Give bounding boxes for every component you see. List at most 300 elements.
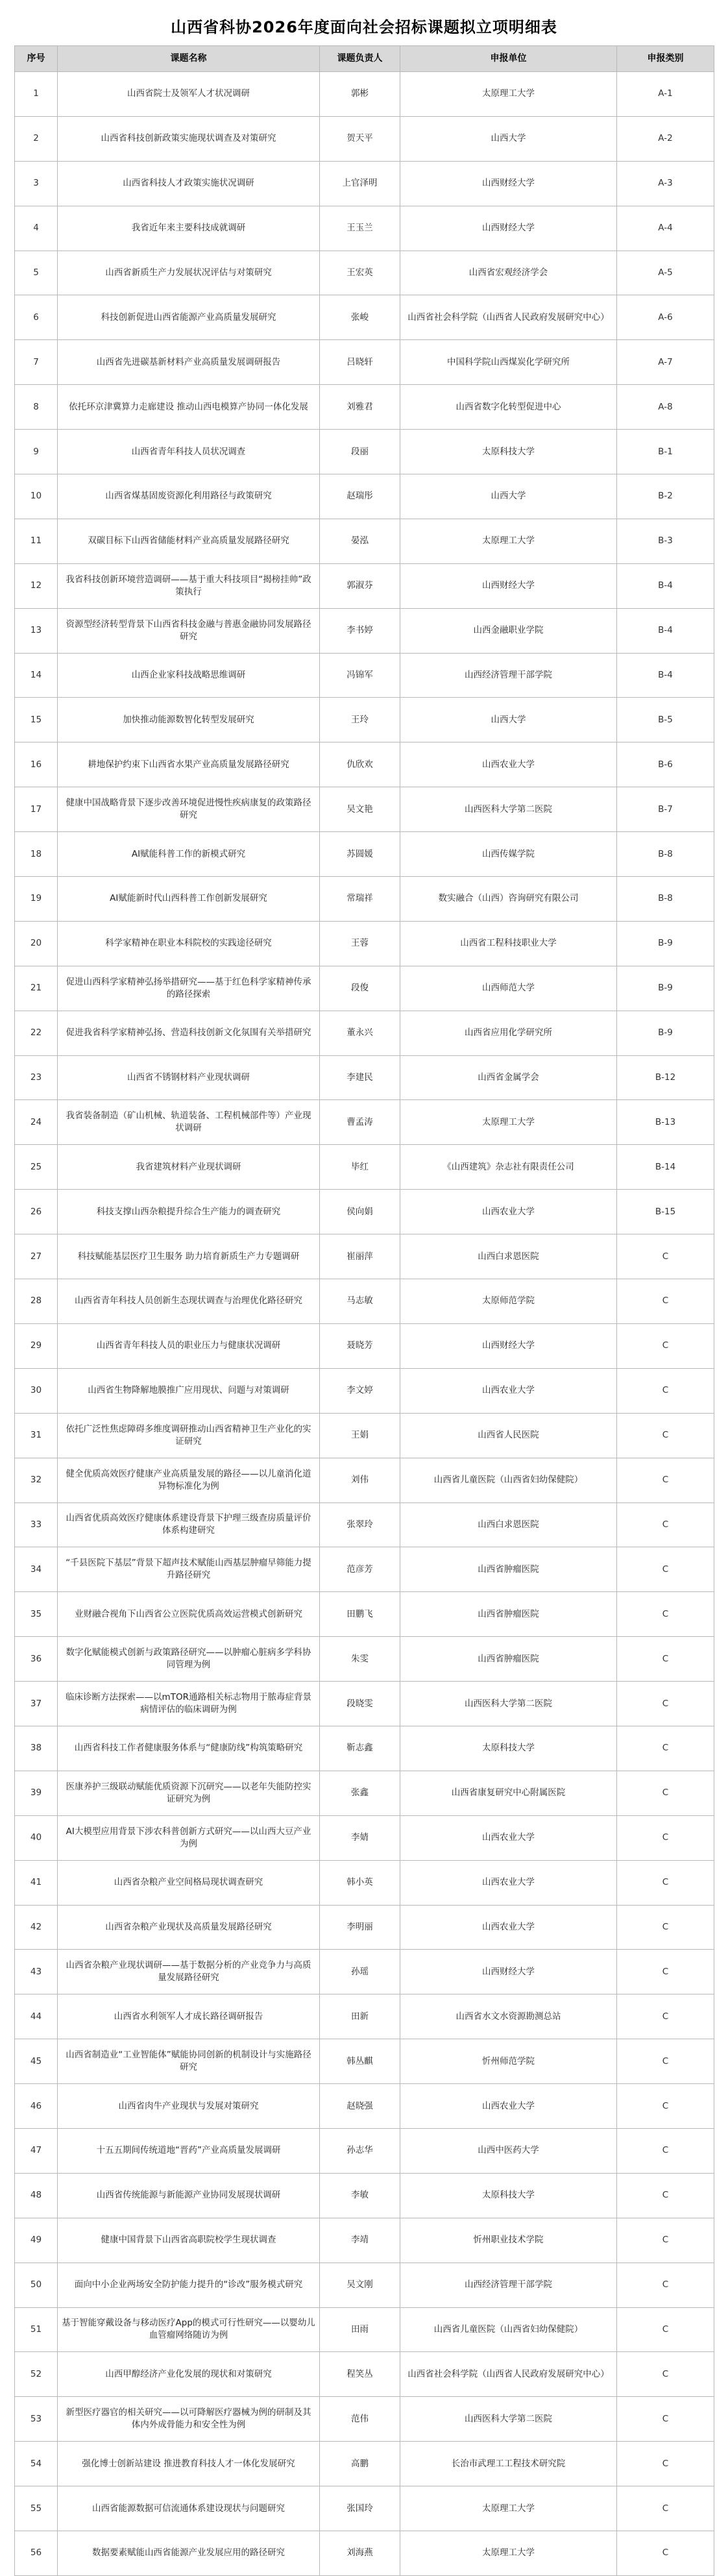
row-unit: 山西省水文水资源勘测总站 [400,1994,617,2039]
table-row [15,251,714,295]
row-unit: 山西省肿瘤医院 [400,1547,617,1592]
row-category: B-6 [617,742,714,787]
row-index: 45 [15,2039,58,2084]
row-unit: 山西省康复研究中心附属医院 [400,1771,617,1815]
row-category: B-12 [617,1055,714,1100]
row-unit: 山西省应用化学研究所 [400,1011,617,1055]
row-unit: 长治市武理工工程技术研究院 [400,2442,617,2486]
row-leader: 范伟 [320,2397,400,2442]
row-leader: 贺天平 [320,116,400,161]
row-unit: 山西省宏观经济学会 [400,251,617,295]
row-leader: 李敏 [320,2173,400,2218]
row-leader: 靳志鑫 [320,1726,400,1771]
table-row [15,1234,714,1279]
row-leader: 常瑞祥 [320,877,400,922]
row-unit: 山西财经大学 [400,161,617,206]
row-leader: 韩小英 [320,1860,400,1905]
row-index: 28 [15,1279,58,1324]
row-topic: 健康中国背景下山西省高职院校学生现状调查 [58,2218,320,2263]
row-topic: 促进我省科学家精神弘扬、营造科技创新文化氛围有关举措研究 [58,1011,320,1055]
row-topic: 加快推动能源数智化转型发展研究 [58,698,320,742]
row-topic: 山西省院士及领军人才状况调研 [58,72,320,117]
row-leader: 侯向娟 [320,1190,400,1234]
row-index: 11 [15,519,58,563]
row-leader: 范彦芳 [320,1547,400,1592]
row-topic: 山西省青年科技人员创新生态现状调查与治理优化路径研究 [58,1279,320,1324]
row-topic: 山西企业家科技战略思维调研 [58,653,320,698]
row-unit: 太原科技大学 [400,1726,617,1771]
row-topic: 基于智能穿戴设备与移动医疗App的模式可行性研究——以婴幼儿血管瘤网络随访为例 [58,2307,320,2352]
table-row [15,1726,714,1771]
row-unit: 山西大学 [400,698,617,742]
row-category: A-5 [617,251,714,295]
row-index: 54 [15,2442,58,2486]
row-index: 3 [15,161,58,206]
row-leader: 王宏英 [320,251,400,295]
row-leader: 李书婷 [320,608,400,653]
table-row [15,698,714,742]
row-topic: 我省近年来主要科技成就调研 [58,206,320,251]
row-index: 47 [15,2128,58,2173]
row-leader: 张国玲 [320,2486,400,2531]
row-topic: 山西省能源数据可信流通体系建设现状与问题研究 [58,2486,320,2531]
document-title: 山西省科协2026年度面向社会招标课题拟立项明细表 [171,18,557,36]
row-unit: 太原理工大学 [400,519,617,563]
row-leader: 李靖 [320,2218,400,2263]
row-leader: 董永兴 [320,1011,400,1055]
row-index: 40 [15,1815,58,1860]
row-leader: 刘雅君 [320,385,400,430]
row-category: C [617,1950,714,1994]
row-category: B-2 [617,474,714,519]
row-topic: 科技赋能基层医疗卫生服务 助力培育新质生产力专题调研 [58,1234,320,1279]
row-unit: 山西农业大学 [400,1905,617,1950]
row-topic: 依托广泛性焦虑障碍多维度调研推动山西省精神卫生产业化的实证研究 [58,1413,320,1458]
row-index: 9 [15,430,58,474]
row-category: C [617,1994,714,2039]
table-row [15,1100,714,1145]
table-row [15,2486,714,2531]
row-leader: 张翠玲 [320,1503,400,1547]
row-topic: 强化博士创新站建设 推进教育科技人才一体化发展研究 [58,2442,320,2486]
row-unit: 山西省社会科学院（山西省人民政府发展研究中心） [400,2352,617,2397]
row-leader: 韩丛麒 [320,2039,400,2084]
row-leader: 赵瑞彤 [320,474,400,519]
row-category: B-14 [617,1145,714,1190]
row-topic: 健康中国战略背景下逐步改善环境促进慢性疾病康复的政策路径研究 [58,787,320,832]
row-index: 35 [15,1592,58,1637]
table-row [15,474,714,519]
row-index: 31 [15,1413,58,1458]
row-index: 23 [15,1055,58,1100]
row-leader: 上官泽明 [320,161,400,206]
row-leader: 吴文艳 [320,787,400,832]
table-row [15,1190,714,1234]
row-topic: 数据要素赋能山西省能源产业发展应用的路径研究 [58,2531,320,2575]
row-leader: 毕红 [320,1145,400,1190]
row-index: 52 [15,2352,58,2397]
row-unit: 太原科技大学 [400,2173,617,2218]
project-table [14,45,714,2576]
table-row [15,1905,714,1950]
row-index: 25 [15,1145,58,1190]
row-category: C [617,1815,714,1860]
row-index: 55 [15,2486,58,2531]
table-row [15,430,714,474]
row-topic: 山西省不锈钢材料产业现状调研 [58,1055,320,1100]
row-topic: 十五五期间传统道地“晋药”产业高质量发展调研 [58,2128,320,2173]
row-category: C [617,2486,714,2531]
row-leader: 段丽 [320,430,400,474]
row-topic: 山西省杂粮产业空间格局现状调查研究 [58,1860,320,1905]
row-unit: 忻州师范学院 [400,2039,617,2084]
row-topic: 山西省传统能源与新能源产业协同发展现状调研 [58,2173,320,2218]
header-leader: 课题负责人 [320,46,400,72]
row-leader: 王蓉 [320,921,400,966]
row-leader: 李建民 [320,1055,400,1100]
row-topic: 健全优质高效医疗健康产业高质量发展的路径——以儿童消化道异物标准化为例 [58,1458,320,1503]
row-category: C [617,1726,714,1771]
row-category: C [617,1234,714,1279]
row-leader: 吕晓轩 [320,340,400,385]
row-category: B-1 [617,430,714,474]
row-topic: 山西省生物降解地膜推广应用现状、问题与对策调研 [58,1368,320,1413]
row-index: 50 [15,2263,58,2307]
row-leader: 赵晓强 [320,2084,400,2129]
row-category: A-7 [617,340,714,385]
row-index: 14 [15,653,58,698]
row-category: C [617,1279,714,1324]
row-topic: 山西省青年科技人员状况调查 [58,430,320,474]
table-row [15,742,714,787]
row-index: 29 [15,1323,58,1368]
row-index: 39 [15,1771,58,1815]
table-row [15,1950,714,1994]
table-row [15,1011,714,1055]
table-row [15,563,714,608]
row-category: C [617,2397,714,2442]
row-topic: 我省科技创新环境营造调研——基于重大科技项目“揭榜挂帅”政策执行 [58,563,320,608]
row-leader: 李明丽 [320,1905,400,1950]
row-category: C [617,1413,714,1458]
row-leader: 孙志华 [320,2128,400,2173]
row-topic: 山西省科技人才政策实施状况调研 [58,161,320,206]
row-index: 2 [15,116,58,161]
row-category: C [617,1547,714,1592]
row-topic: 山西省杂粮产业现状及高质量发展路径研究 [58,1905,320,1950]
table-row [15,2307,714,2352]
row-category: C [617,2307,714,2352]
row-category: B-9 [617,966,714,1011]
table-row [15,877,714,922]
row-topic: 我省建筑材料产业现状调研 [58,1145,320,1190]
row-leader: 段晓雯 [320,1682,400,1726]
header-index: 序号 [15,46,58,72]
row-category: C [617,1682,714,1726]
row-category: C [617,1592,714,1637]
row-unit: 数实融合（山西）咨询研究有限公司 [400,877,617,922]
row-unit: 山西医科大学第二医院 [400,787,617,832]
row-index: 13 [15,608,58,653]
row-unit: 太原科技大学 [400,430,617,474]
row-index: 26 [15,1190,58,1234]
row-topic: 山西省新质生产力发展状况评估与对策研究 [58,251,320,295]
table-row [15,2039,714,2084]
row-category: A-6 [617,295,714,340]
row-leader: 李文婷 [320,1368,400,1413]
row-topic: 业财融合视角下山西省公立医院优质高效运营模式创新研究 [58,1592,320,1637]
table-row [15,1145,714,1190]
row-index: 12 [15,563,58,608]
row-index: 20 [15,921,58,966]
table-row [15,295,714,340]
row-topic: 山西省科技创新政策实施现状调查及对策研究 [58,116,320,161]
table-row [15,161,714,206]
row-leader: 田雨 [320,2307,400,2352]
row-topic: 促进山西科学家精神弘扬举措研究——基于红色科学家精神传承的路径探索 [58,966,320,1011]
row-topic: 科技支撑山西杂粮提升综合生产能力的调查研究 [58,1190,320,1234]
row-index: 17 [15,787,58,832]
row-index: 32 [15,1458,58,1503]
row-index: 7 [15,340,58,385]
row-leader: 王玉兰 [320,206,400,251]
row-unit: 山西白求恩医院 [400,1234,617,1279]
row-category: C [617,1368,714,1413]
row-leader: 李婧 [320,1815,400,1860]
table-row [15,1279,714,1324]
row-topic: 山西省肉牛产业现状与发展对策研究 [58,2084,320,2129]
row-topic: 面向中小企业两场安全防护能力提升的“诊改”服务模式研究 [58,2263,320,2307]
row-topic: 依托环京津冀算力走廊建设 推动山西电模算产协同一体化发展 [58,385,320,430]
row-category: C [617,2128,714,2173]
table-row [15,2128,714,2173]
row-unit: 山西农业大学 [400,1815,617,1860]
row-category: A-2 [617,116,714,161]
table-row [15,1055,714,1100]
table-row [15,2352,714,2397]
row-index: 53 [15,2397,58,2442]
row-unit: 中国科学院山西煤炭化学研究所 [400,340,617,385]
row-index: 41 [15,1860,58,1905]
row-category: C [617,2218,714,2263]
row-leader: 聂晓芳 [320,1323,400,1368]
row-leader: 仇欣欢 [320,742,400,787]
row-category: B-8 [617,832,714,877]
table-row [15,340,714,385]
row-topic: 山西省水利领军人才成长路径调研报告 [58,1994,320,2039]
row-unit: 山西财经大学 [400,1950,617,1994]
row-unit: 太原理工大学 [400,2486,617,2531]
row-unit: 山西财经大学 [400,1323,617,1368]
row-topic: AI赋能新时代山西科普工作创新发展研究 [58,877,320,922]
row-index: 4 [15,206,58,251]
row-index: 15 [15,698,58,742]
row-category: C [617,1771,714,1815]
table-row [15,1323,714,1368]
row-topic: 我省装备制造（矿山机械、轨道装备、工程机械部件等）产业现状调研 [58,1100,320,1145]
row-leader: 王娟 [320,1413,400,1458]
row-unit: 山西省人民医院 [400,1413,617,1458]
row-category: B-9 [617,1011,714,1055]
row-index: 10 [15,474,58,519]
row-topic: 新型医疗器官的相关研究——以可降解医疗器械为例的研制及其体内外成骨能力和安全性为例 [58,2397,320,2442]
row-topic: 山西甲醇经济产业化发展的现状和对策研究 [58,2352,320,2397]
table-row [15,1771,714,1815]
row-leader: 孙瑶 [320,1950,400,1994]
row-index: 22 [15,1011,58,1055]
row-unit: 山西经济管理干部学院 [400,2263,617,2307]
row-index: 24 [15,1100,58,1145]
row-unit: 太原师范学院 [400,1279,617,1324]
row-category: B-4 [617,653,714,698]
row-leader: 高鹏 [320,2442,400,2486]
table-row [15,1637,714,1682]
row-unit: 山西医科大学第二医院 [400,1682,617,1726]
table-row [15,1547,714,1592]
row-leader: 苏圆媛 [320,832,400,877]
row-leader: 段俊 [320,966,400,1011]
table-row [15,2263,714,2307]
row-category: C [617,2531,714,2575]
row-category: C [617,1503,714,1547]
row-category: B-15 [617,1190,714,1234]
row-index: 37 [15,1682,58,1726]
row-topic: 山西省先进碳基新材料产业高质量发展调研报告 [58,340,320,385]
header-category: 申报类别 [617,46,714,72]
row-category: C [617,1323,714,1368]
row-index: 33 [15,1503,58,1547]
row-topic: 科技创新促进山西省能源产业高质量发展研究 [58,295,320,340]
row-unit: 太原理工大学 [400,1100,617,1145]
row-unit: 山西省儿童医院（山西省妇幼保健院） [400,1458,617,1503]
row-index: 43 [15,1950,58,1994]
row-leader: 田鹏飞 [320,1592,400,1637]
row-leader: 曹孟涛 [320,1100,400,1145]
table-row [15,519,714,563]
table-row [15,72,714,117]
row-topic: 山西省青年科技人员的职业压力与健康状况调研 [58,1323,320,1368]
table-row [15,1503,714,1547]
row-category: B-9 [617,921,714,966]
row-unit: 山西中医药大学 [400,2128,617,2173]
table-row [15,2173,714,2218]
table-row [15,206,714,251]
header-topic: 课题名称 [58,46,320,72]
row-leader: 田新 [320,1994,400,2039]
row-category: C [617,1637,714,1682]
row-unit: 《山西建筑》杂志社有限责任公司 [400,1145,617,1190]
row-unit: 忻州职业技术学院 [400,2218,617,2263]
row-leader: 崔丽萍 [320,1234,400,1279]
row-topic: 山西省煤基固废资源化利用路径与政策研究 [58,474,320,519]
row-unit: 山西省数字化转型促进中心 [400,385,617,430]
row-leader: 郭淑芬 [320,563,400,608]
row-topic: 山西省科技工作者健康服务体系与“健康防线”构筑策略研究 [58,1726,320,1771]
table-row [15,1860,714,1905]
row-leader: 张鑫 [320,1771,400,1815]
row-index: 44 [15,1994,58,2039]
row-unit: 太原理工大学 [400,2531,617,2575]
row-leader: 郭彬 [320,72,400,117]
row-index: 51 [15,2307,58,2352]
row-leader: 朱雯 [320,1637,400,1682]
row-category: B-13 [617,1100,714,1145]
row-index: 21 [15,966,58,1011]
table-row [15,1368,714,1413]
row-topic: 数字化赋能模式创新与政策路径研究——以肿瘤心脏病多学科协同管理为例 [58,1637,320,1682]
row-category: C [617,1905,714,1950]
row-category: C [617,2352,714,2397]
row-index: 1 [15,72,58,117]
row-category: B-4 [617,608,714,653]
table-row [15,1592,714,1637]
row-category: B-5 [617,698,714,742]
table-row [15,921,714,966]
row-leader: 张峻 [320,295,400,340]
header-unit: 申报单位 [400,46,617,72]
table-row [15,1994,714,2039]
row-topic: 临床诊断方法探索——以mTOR通路相关标志物用于脓毒症背景病情评估的临床调研为例 [58,1682,320,1726]
table-row [15,1458,714,1503]
row-index: 42 [15,1905,58,1950]
row-leader: 马志敏 [320,1279,400,1324]
row-category: C [617,2263,714,2307]
row-category: C [617,2173,714,2218]
row-category: C [617,2039,714,2084]
row-unit: 山西省肿瘤医院 [400,1592,617,1637]
table-row [15,2442,714,2486]
row-leader: 吴文刚 [320,2263,400,2307]
row-category: C [617,1458,714,1503]
table-row [15,832,714,877]
row-category: A-3 [617,161,714,206]
row-index: 16 [15,742,58,787]
row-index: 56 [15,2531,58,2575]
table-row [15,608,714,653]
row-topic: 资源型经济转型背景下山西省科技金融与普惠金融协同发展路径研究 [58,608,320,653]
row-leader: 程笑丛 [320,2352,400,2397]
row-unit: 山西财经大学 [400,206,617,251]
row-unit: 太原理工大学 [400,72,617,117]
row-category: B-4 [617,563,714,608]
table-row [15,2531,714,2575]
row-leader: 刘海燕 [320,2531,400,2575]
row-topic: “千县医院下基层”背景下超声技术赋能山西基层肿瘤早筛能力提升路径研究 [58,1547,320,1592]
row-unit: 山西农业大学 [400,2084,617,2129]
row-unit: 山西经济管理干部学院 [400,653,617,698]
row-leader: 冯锦军 [320,653,400,698]
table-row [15,787,714,832]
row-unit: 山西农业大学 [400,1190,617,1234]
row-topic: 山西省优质高效医疗健康体系建设背景下护理三级查房质量评价体系构建研究 [58,1503,320,1547]
row-unit: 山西财经大学 [400,563,617,608]
row-unit: 山西大学 [400,116,617,161]
table-row [15,116,714,161]
row-topic: 山西省制造业“工业智能体”赋能协同创新的机制设计与实施路径研究 [58,2039,320,2084]
row-leader: 刘伟 [320,1458,400,1503]
row-index: 48 [15,2173,58,2218]
row-unit: 山西医科大学第二医院 [400,2397,617,2442]
row-topic: 耕地保护约束下山西省水果产业高质量发展路径研究 [58,742,320,787]
row-unit: 山西传媒学院 [400,832,617,877]
row-category: A-1 [617,72,714,117]
table-row [15,1682,714,1726]
row-unit: 山西大学 [400,474,617,519]
row-leader: 晏泓 [320,519,400,563]
row-unit: 山西农业大学 [400,1860,617,1905]
table-body [15,72,714,2576]
row-unit: 山西农业大学 [400,1368,617,1413]
